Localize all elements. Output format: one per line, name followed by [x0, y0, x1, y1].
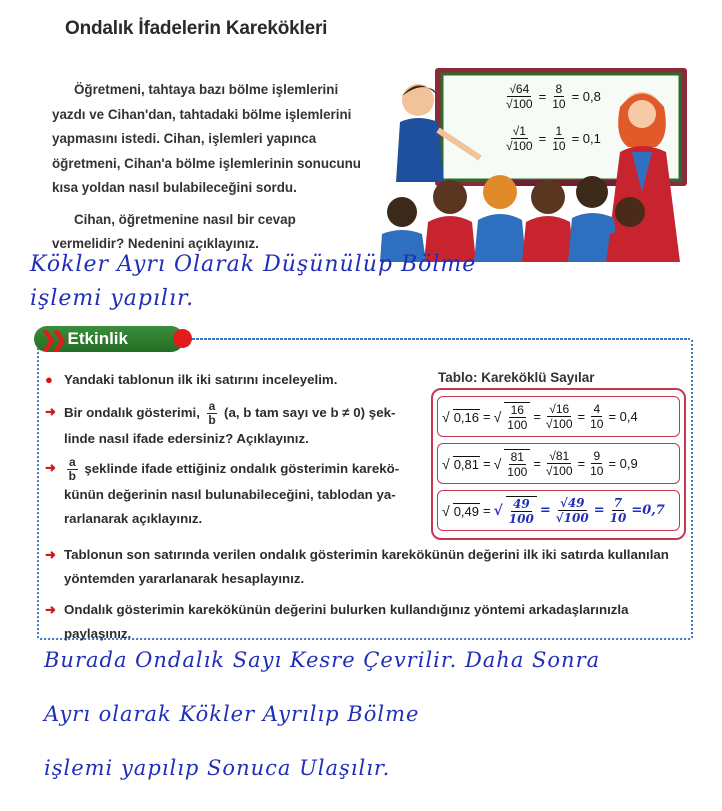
table-row [437, 443, 680, 484]
table-row-2-rn: 9 [593, 449, 601, 463]
handwritten-answer-2-line-1: Burada Ondalık Sayı Kesre Çevrilir. Daha Sonra [44, 648, 601, 672]
fraction-b: b [68, 469, 77, 483]
activity-bullet-3 [45, 455, 414, 531]
table-title: Tablo: Kareköklü Sayılar [438, 370, 595, 385]
table-row-2-result-frac [588, 449, 605, 478]
table-row-2-rd: 10 [590, 464, 604, 478]
table-row-2-result: = 0,9 [608, 456, 638, 471]
board-eq1-num: √64 [509, 82, 530, 96]
activity-bullet-3-text-a: şeklinde ifade ettiğiniz ondalık gösterimin karekö- [84, 461, 400, 477]
table-row-2-radicand: 0,81 [453, 456, 479, 472]
table-row-3-frac [506, 496, 537, 526]
activity-bullet-5-text: Ondalık gösterimin karekökünün değerini bulurken kullandığınız yöntemi arkadaşlarınızla paylaşınız. [64, 602, 629, 641]
eq-sign: = [483, 503, 491, 518]
table-row-1-sn: √16 [549, 402, 570, 416]
table-row-1-radicand: 0,16 [453, 409, 479, 425]
fraction-a-over-b [207, 400, 218, 427]
activity-badge [34, 326, 184, 352]
board-eq2-frac2 [550, 124, 567, 153]
table-row-3-fn: 49 [512, 496, 530, 511]
table-row-3-result: =0,7 [631, 503, 665, 518]
table-row-3-fd: 100 [508, 511, 534, 526]
handwritten-answer-2-line-3: işlemi yapılıp Sonuca Ulaşılır. [44, 756, 391, 780]
arrow-right-icon: ➜ [45, 404, 56, 419]
table-row-2-fn: 81 [510, 449, 524, 464]
activity-bullet-4-text-b: yöntemden yararlanarak hesaplayınız. [64, 571, 305, 586]
fraction-a: a [69, 455, 76, 469]
eq-sign: = [533, 409, 541, 424]
table-row-2-frac [504, 449, 530, 479]
table-row-1-fd: 100 [507, 417, 528, 432]
activity-bullet-1-text: Yandaki tablonun ilk iki satırını inceleyelim. [64, 372, 338, 387]
intro-paragraph-1: Öğretmeni, tahtaya bazı bölme işlemlerini yazdı ve Cihan'dan, tahtadaki bölme işlemlerini yapmasını istedi. Cihan, işlemleri yapınca öğretmeni, Cihan'a bölme işlemlerinin sonucunu kısa yoldan nasıl bulabileceğini sordu. [52, 82, 361, 195]
board-eq1-result: = 0,8 [571, 89, 601, 104]
table-row-3-sqrt-frac [554, 496, 591, 525]
intro-paragraph-2: Cihan, öğretmenine nasıl bir cevap vermelidir? Nedenini açıklayınız. [52, 211, 296, 251]
arrow-right-icon: ➜ [45, 460, 56, 475]
eq-sign: = [577, 409, 586, 424]
table-row-1-sqrt-frac [544, 402, 575, 431]
arrow-right-icon: ➜ [45, 547, 56, 562]
table-row-1-frac [504, 402, 530, 432]
arrow-right-icon: ➜ [45, 602, 56, 617]
board-eq1-den2: 10 [552, 97, 566, 111]
radical-sign: √ [442, 408, 450, 425]
table-row-2-sqrt-frac [544, 449, 575, 478]
board-eq2-num: √1 [512, 124, 526, 138]
eq-sign: = [539, 503, 551, 518]
table-row-3-sd: √100 [555, 511, 589, 525]
table-row-1-rn: 4 [593, 402, 601, 416]
eq-sign: = [577, 456, 586, 471]
board-eq1-num2: 8 [555, 82, 563, 96]
activity-bullet-5 [45, 598, 689, 646]
table-row-1-fn: 16 [510, 402, 524, 417]
board-eq2-num2: 1 [555, 124, 563, 138]
activity-bullet-3-text-b: künün değerinin nasıl bulunabileceğini, tablodan ya- [64, 487, 396, 502]
table-row-1-sd: √100 [545, 417, 573, 431]
handwritten-answer-1-line-1: Kökler Ayrı Olarak Düşünülüp Bölme [30, 252, 477, 277]
eq-sign: = [483, 409, 491, 424]
radical-sign: √ [442, 502, 450, 519]
eq-sign: = [483, 456, 491, 471]
intro-text [52, 78, 370, 264]
table-row-2-sn: √81 [549, 449, 570, 463]
board-eq1-frac2 [550, 82, 567, 111]
bullet-dot-icon: ● [45, 372, 53, 387]
table-row-3-rd: 10 [609, 511, 627, 525]
table-row-3-sn: √49 [559, 496, 585, 510]
activity-bullet-2-text-c: linde nasıl ifade edersiniz? Açıklayınız. [64, 431, 309, 446]
table-row [437, 490, 680, 531]
board-eq2-den2: 10 [552, 139, 566, 153]
activity-dotted-rule [190, 338, 690, 340]
handwritten-answer-2-line-2: Ayrı olarak Kökler Ayrılıp Bölme [44, 702, 420, 726]
table-row-1-result: = 0,4 [608, 409, 638, 424]
table-row-2-sd: √100 [545, 464, 573, 478]
radical-sign: √ [442, 455, 450, 472]
activity-bullet-4-text-a: Tablonun son satırında verilen ondalık gösterimin karekökünün değerini ilk iki satırda kullanılan [64, 547, 669, 562]
table-row-1-result-frac [588, 402, 605, 431]
board-equation-2 [504, 124, 601, 153]
board-eq2-den: √100 [506, 139, 533, 153]
board-eq1-sign: = [538, 89, 547, 104]
radical-sign: √ [493, 455, 502, 472]
table-row-2-fd: 100 [507, 464, 528, 479]
radical-sign: √ [493, 502, 503, 519]
activity-bullet-2 [45, 399, 414, 451]
table-row-3-rn: 7 [613, 496, 623, 510]
activity-bullet-2-text-b: (a, b tam sayı ve b ≠ 0) şek- [224, 405, 396, 421]
classroom-illustration [380, 62, 692, 262]
eq-sign: = [533, 456, 541, 471]
board-equation-1 [504, 82, 601, 111]
activity-bullet-3-text-c: rarlanarak açıklayınız. [64, 511, 203, 526]
red-dot-icon [173, 329, 192, 348]
table-row-3-result-frac [608, 496, 629, 525]
activity-bullet-1 [45, 368, 338, 392]
activity-bullet-4 [45, 543, 684, 591]
fraction-a: a [208, 399, 216, 413]
board-eq2-frac [504, 124, 535, 153]
radical-table [431, 388, 686, 540]
board-eq1-frac [504, 82, 535, 111]
activity-bullet-2-text-a: Bir ondalık gösterimi, [64, 405, 200, 421]
board-eq2-sign: = [538, 131, 547, 146]
fraction-a-over-b [67, 456, 78, 483]
table-row-3-radicand: 0,49 [453, 503, 479, 519]
page-title: Ondalık İfadelerin Karekökleri [65, 18, 328, 39]
handwritten-answer-1-line-2: işlemi yapılır. [30, 286, 195, 311]
table-row [437, 396, 680, 437]
board-eq1-den: √100 [506, 97, 533, 111]
table-row-1-rd: 10 [590, 417, 604, 431]
double-arrow-icon: ❯❯ [40, 328, 62, 351]
activity-badge-label: Etkinlik [67, 329, 128, 348]
fraction-b: b [208, 413, 216, 427]
eq-sign: = [593, 503, 605, 518]
radical-sign: √ [493, 408, 502, 425]
board-eq2-result: = 0,1 [571, 131, 601, 146]
